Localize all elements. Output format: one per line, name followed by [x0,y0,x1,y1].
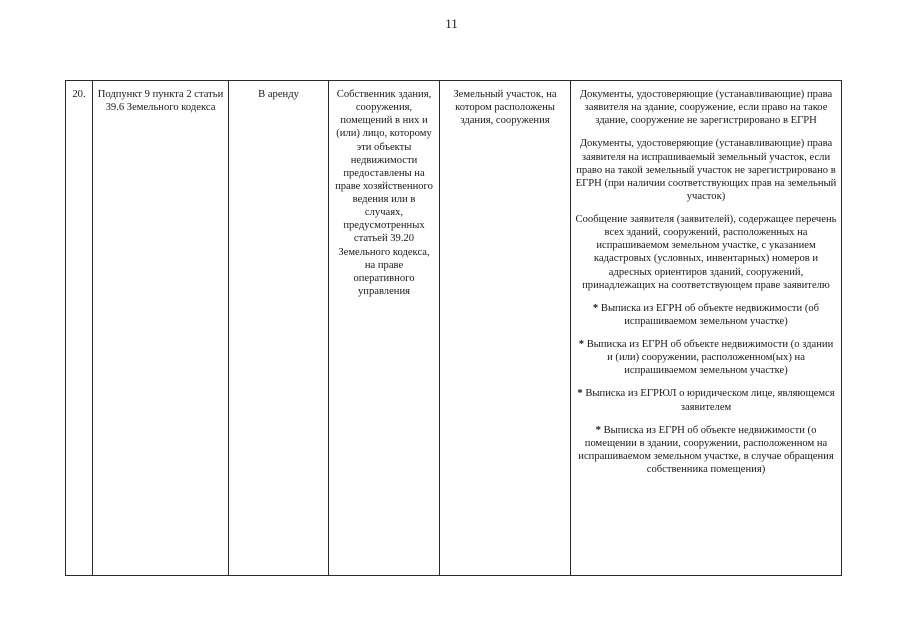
required-documents-cell [571,81,842,576]
page-number: 11 [445,16,458,31]
asterisk-marker: * [595,424,601,436]
document-item: * Выписка из ЕГРЮЛ о юридическом лице, являющемся заявителем [577,388,835,413]
applicant-cell: Собственник здания, сооружения, помещений в них и (или) лицо, которому эти объекты недвижимости предоставлены на праве хозяйственного ведения или в случаях, предусмотренных статьей 39.20 Земельного кодекса, на праве оперативного управления [329,81,440,576]
asterisk-marker: * [592,302,599,314]
provision-form-cell: В аренду [229,81,329,576]
asterisk-marker: * [578,339,585,350]
legal-basis-cell: Подпункт 9 пункта 2 статьи 39.6 Земельного кодекса [93,81,229,576]
table-row [66,81,842,576]
document-item: Сообщение заявителя (заявителей), содержащее перечень всех зданий, сооружений, расположенных на испрашиваемом земельном участке, с указанием кадастровых (условных, инвентарных) номеров и адресных ориентиров зданий, сооружений, принадлежащих на соответствующем праве заявителю [575,214,837,291]
land-object-cell: Земельный участок, на котором расположены здания, сооружения [440,81,571,576]
asterisk-marker: * [577,388,583,400]
document-item: Документы, удостоверяющие (устанавливающие) права заявителя на испрашиваемый земельный участок, если право на такой земельный участок не зарегистрировано в ЕГРН (при наличии соответствующих прав на земельный участок) [575,138,837,202]
document-item: * Выписка из ЕГРН об объекте недвижимости (об испрашиваемом земельном участке) [592,302,820,327]
row-number: 20. [66,81,93,576]
document-item: Документы, удостоверяющие (устанавливающие) права заявителя на здание, сооружение, если право на такое здание, сооружение не зарегистрировано в ЕГРН [579,89,833,127]
document-item: * Выписка из ЕГРН об объекте недвижимости (о помещении в здании, сооружении, расположенном на испрашиваемом земельном участке, в случае обращения собственника помещения) [578,424,834,475]
documents-table [65,80,842,576]
document-item: * Выписка из ЕГРН об объекте недвижимости (о здании и (или) сооружении, расположенном(ых) на испрашиваемом земельном участке) [578,339,834,377]
